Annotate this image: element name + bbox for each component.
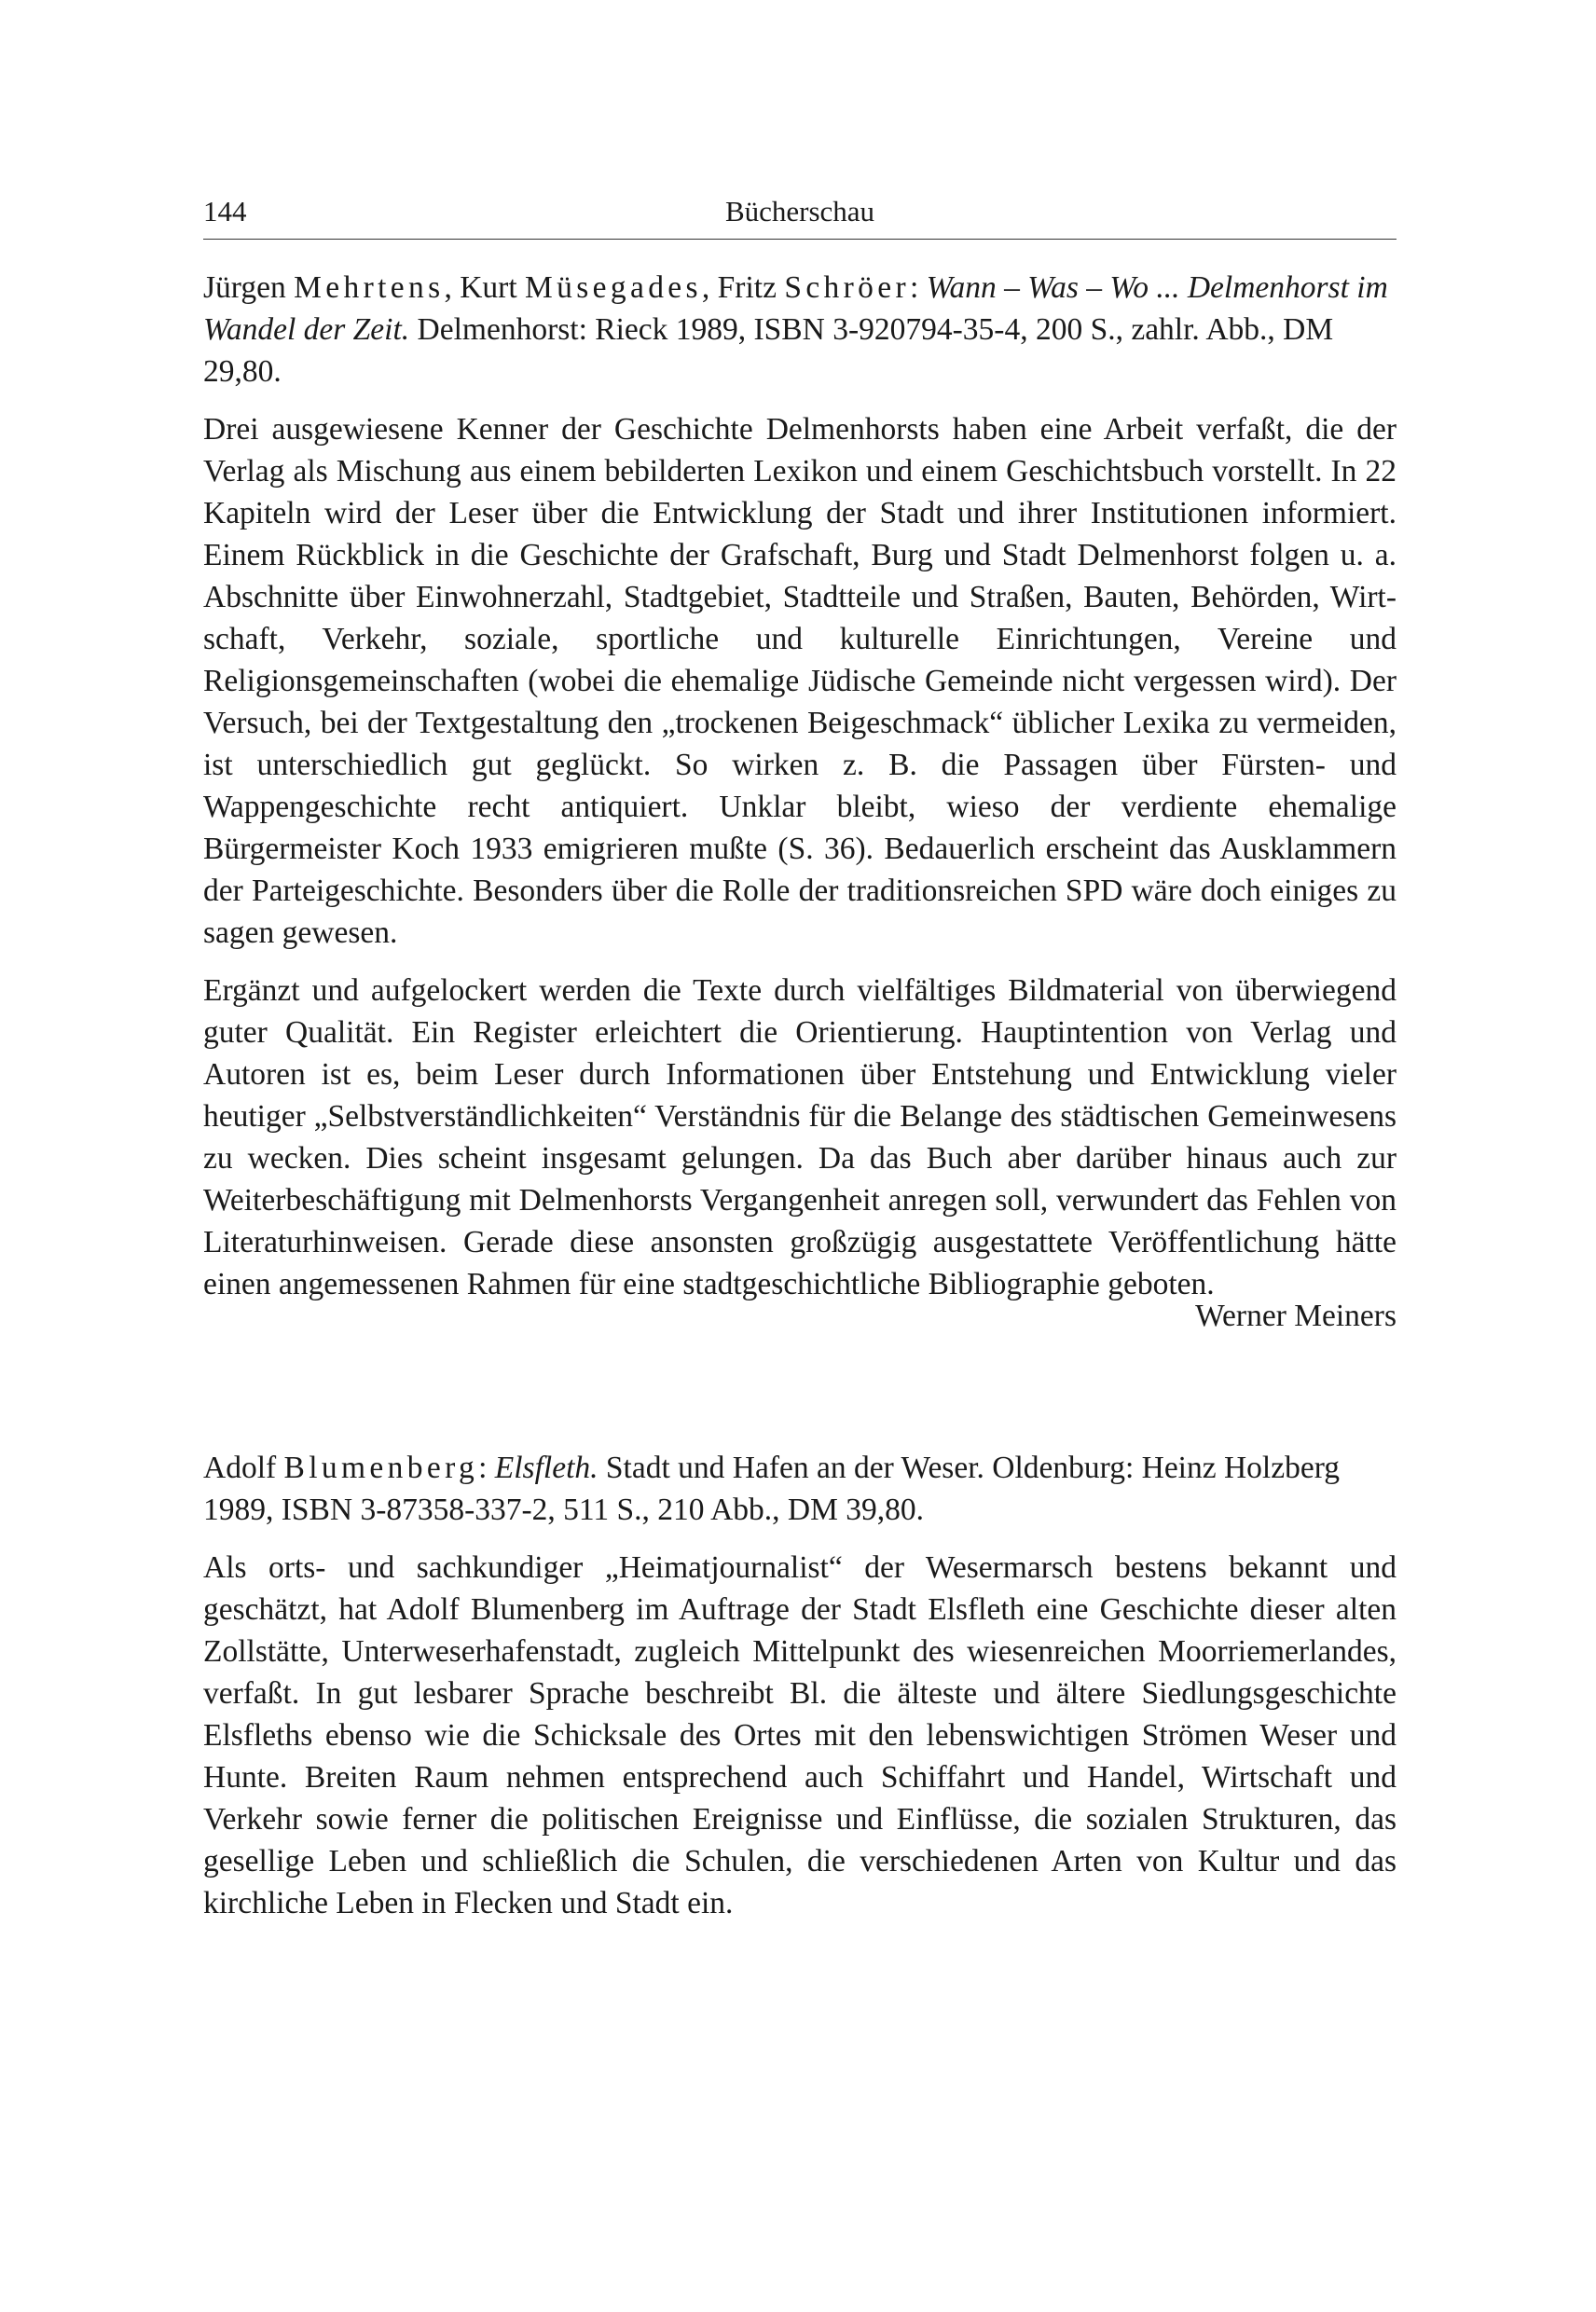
author-last-name: Mehrtens (294, 270, 445, 305)
review-paragraph: Ergänzt und aufgelockert werden die Texte durch vielfältiges Bildmaterial von überwiegend guter Qualität. Ein Register erleichtert die Orientierung. Hauptintention von Verlag und Autoren ist es, beim Leser durch Informationen über Entstehung und Entwicklung vieler heutiger „Selbstverständlichkeiten“ Verständnis für die Belange des städtischen Gemeinwesens zu wecken. Dies scheint insgesamt gelungen. Da das Buch aber darüber hinaus auch zur Weiterbeschäftigung mit Delmenhorsts Vergangenheit anregen soll, verwundert das Fehlen von Literaturhinweisen. Gerade diese ansonsten großzügig ausgestattete Veröffentlichung hätte einen angemessenen Rahmen für eine stadtgeschichtliche Bibliographie geboten. (203, 973, 1396, 1301)
publication-info: Delmenhorst: Rieck 1989, ISBN 3-920794-35-4, 200 S., zahlr. Abb., DM 29,80. (203, 312, 1334, 389)
review-paragraph: Als orts- und sachkundiger „Heimatjournalist“ der Wesermarsch bestens bekannt und geschätzt, hat Adolf Blumenberg im Auftrage der Stadt Elsfleth eine Geschichte dieser alten Zollstätte, Unterweserhafenstadt, zugleich Mittelpunkt des wiesenreichen Moorriemerlandes, verfaßt. In gut lesbarer Sprache beschreibt Bl. die älteste und ältere Siedlungsgeschichte Elsfleths ebenso wie die Schicksale des Ortes mit den lebenswichtigen Strömen Weser und Hunte. Breiten Raum nehmen entsprechend auch Schiffahrt und Handel, Wirtschaft und Verkehr sowie ferner die politischen Ereignisse und Einflüsse, die sozialen Strukturen, das gesellige Leben und schließlich die Schulen, die verschiedenen Arten von Kultur und das kirchliche Leben in Flecken und Stadt ein. (203, 1550, 1396, 1920)
author-first-name: Kurt (460, 270, 517, 305)
author-first-name: Fritz (717, 270, 777, 305)
review-mehrtens (203, 267, 1396, 1337)
review-paragraph: Drei ausgewiesene Kenner der Geschichte Delmenhorsts haben eine Arbeit verfaßt, die der Verlag als Mischung aus einem bebilderten Lexikon und einem Geschichtsbuch vorstellt. In 22 Kapiteln wird der Leser über die Entwicklung der Stadt und ihrer Institutionen informiert. Einem Rückblick in die Geschichte der Grafschaft, Burg und Stadt Delmenhorst folgen u. a. Abschnitte über Einwohnerzahl, Stadtgebiet, Stadtteile und Straßen, Bauten, Behörden, Wirtschaft, Verkehr, soziale, sportliche und kulturelle Einrichtungen, Vereine und Religionsgemeinschaften (wobei die ehemalige Jüdische Gemeinde nicht vergessen wird). Der Versuch, bei der Textgestaltung den „trockenen Beigeschmack“ üblicher Lexika zu vermeiden, ist unterschiedlich gut geglückt. So wirken z. B. die Passagen über Fürsten- und Wappengeschichte recht antiquiert. Unklar bleibt, wieso der verdiente ehemalige Bürgermeister Koch 1933 emigrieren mußte (S. 36). Bedauerlich erscheint das Ausklammern der Parteigeschichte. Besonders über die Rolle der traditionsreichen SPD wäre doch einiges zu sagen gewesen. (203, 412, 1396, 950)
book-page (203, 0, 1396, 2312)
review-citation: Jürgen Mehrtens, Kurt Müsegades, Fritz Schröer: Wann – Was – Wo ... Delmenhorst im Wandel der Zeit. Delmenhorst: Rieck 1989, ISBN 3-920794-35-4, 200 S., zahlr. Abb., DM 29,80. (203, 270, 1388, 389)
author-last-name: Schröer (784, 270, 910, 305)
review-citation: Adolf Blumenberg: Elsfleth. Stadt und Hafen an der Weser. Oldenburg: Heinz Holzberg 1989, ISBN 3-87358-337-2, 511 S., 210 Abb., DM 39,80. (203, 1451, 1341, 1527)
running-head (203, 191, 1396, 232)
publication-info: Stadt und Hafen an der Weser. Oldenburg: Heinz Holzberg 1989, ISBN 3-87358-337-2, 511 S., 210 Abb., DM 39,80. (203, 1451, 1341, 1527)
page-content (203, 267, 1396, 1940)
author-first-name: Jürgen (203, 270, 286, 305)
author-last-name: Müsegades (525, 270, 702, 305)
review-blumenberg (203, 1447, 1396, 1924)
author-last-name: Blumenberg (283, 1451, 479, 1485)
author-first-name: Adolf (203, 1451, 277, 1485)
book-title: Wann – Was – Wo ... Delmenhorst im Wandel der Zeit. (203, 270, 1388, 347)
book-title: Elsfleth. (494, 1451, 598, 1485)
section-title: Bücherschau (724, 195, 875, 227)
header-rule (203, 239, 1396, 240)
reviewer-signature: Werner Meiners (1195, 1299, 1396, 1333)
page-number: 144 (203, 195, 247, 227)
review-separator (203, 1337, 1396, 1447)
